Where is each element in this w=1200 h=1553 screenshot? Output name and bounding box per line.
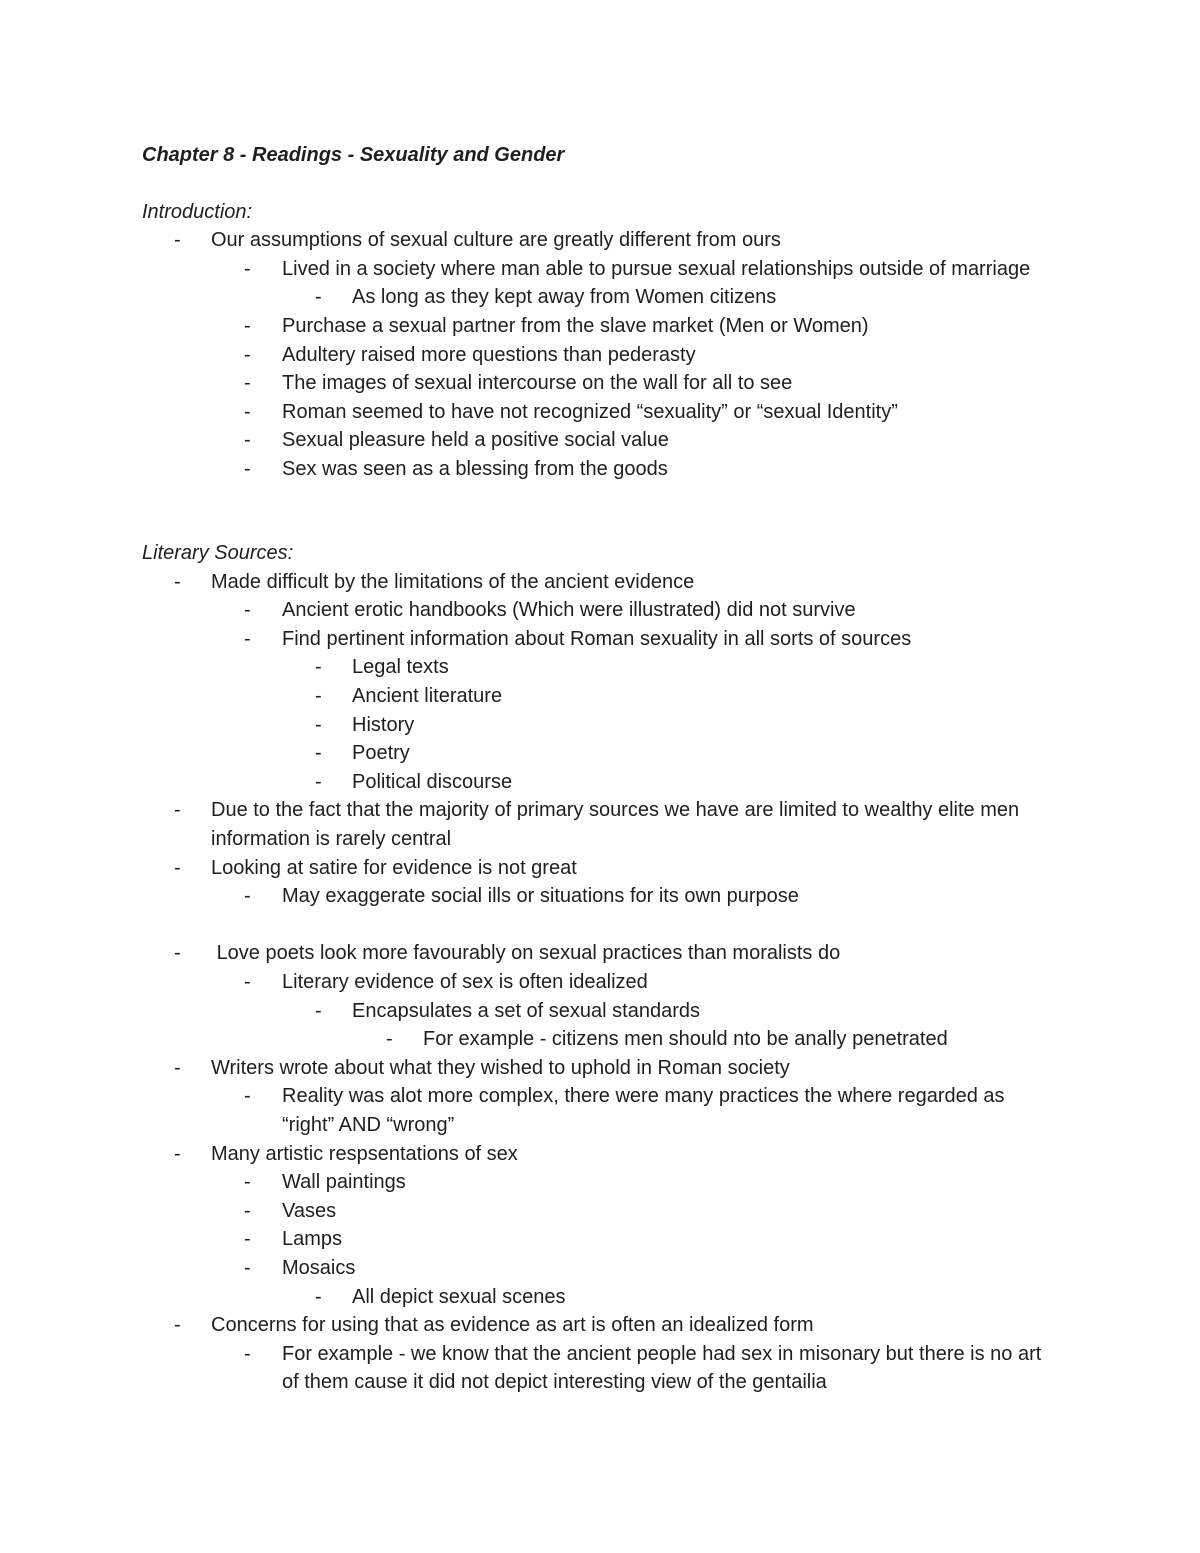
list-item bbox=[174, 1311, 1060, 1340]
section-heading: Introduction: bbox=[142, 200, 253, 223]
list-item bbox=[174, 568, 1060, 597]
bullet-dash: - bbox=[244, 971, 251, 993]
list-item-text: Political discourse bbox=[352, 770, 513, 793]
bullet-dash: - bbox=[174, 856, 181, 879]
list-item-text: Many artistic respsentations of sex bbox=[211, 1142, 518, 1165]
list-item-text: Sexual pleasure held a positive social value bbox=[282, 429, 669, 452]
list-item bbox=[244, 1168, 1060, 1197]
section-heading: Literary Sources: bbox=[142, 542, 294, 564]
bullet-dash: - bbox=[315, 742, 322, 765]
list-item-text: Lived in a society where man able to pursue sexual relationships outside of marriage bbox=[282, 257, 1031, 280]
list-item-text: Purchase a sexual partner from the slave market (Men or Women) bbox=[282, 314, 869, 337]
list-item-text: Adultery raised more questions than pederasty bbox=[282, 343, 696, 366]
list-item bbox=[244, 312, 1060, 341]
list-item bbox=[244, 1197, 1060, 1226]
list-item bbox=[174, 1140, 1060, 1169]
list-item-text: Writers wrote about what they wished to uphold in Roman society bbox=[211, 1056, 790, 1079]
list-item-text: The images of sexual intercourse on the wall for all to see bbox=[282, 372, 793, 395]
bullet-dash: - bbox=[244, 400, 251, 423]
bullet-dash: - bbox=[244, 343, 251, 366]
list-item-text: History bbox=[352, 713, 415, 736]
bullet-dash: - bbox=[244, 314, 251, 337]
list-item bbox=[244, 882, 1060, 911]
bullet-dash: - bbox=[174, 229, 181, 252]
list-item-text: Poetry bbox=[352, 742, 410, 765]
list-item bbox=[174, 854, 1060, 883]
list-item bbox=[244, 398, 1060, 427]
bullet-dash: - bbox=[174, 1056, 181, 1079]
list-item bbox=[315, 653, 1060, 682]
list-item bbox=[315, 711, 1060, 740]
list-item bbox=[244, 1225, 1060, 1254]
list-item bbox=[244, 1340, 1060, 1397]
bullet-dash: - bbox=[244, 1342, 251, 1365]
list-item bbox=[315, 283, 1060, 312]
bullet-dash: - bbox=[244, 599, 251, 622]
list-item-text: Sex was seen as a blessing from the goods bbox=[282, 457, 668, 480]
list-item-text: As long as they kept away from Women citizens bbox=[352, 286, 777, 309]
bullet-dash: - bbox=[315, 286, 322, 309]
bullet-dash: - bbox=[386, 1028, 393, 1051]
list-item-text: Lamps bbox=[282, 1228, 343, 1251]
list-item-text: Ancient literature bbox=[352, 685, 503, 707]
list-item-text: Literary evidence of sex is often idealized bbox=[282, 971, 648, 993]
list-item bbox=[315, 682, 1060, 711]
document-title: Chapter 8 - Readings - Sexuality and Gender bbox=[142, 144, 565, 166]
list-item bbox=[244, 1254, 1060, 1283]
bullet-dash: - bbox=[244, 372, 251, 395]
list-item bbox=[174, 1054, 1060, 1083]
bullet-dash: - bbox=[174, 570, 181, 593]
list-item bbox=[174, 226, 1060, 255]
list-item-text: Ancient erotic handbooks (Which were illustrated) did not survive bbox=[282, 599, 856, 622]
bullet-dash: - bbox=[244, 457, 251, 480]
bullet-dash: - bbox=[315, 770, 322, 793]
list-item-text: Wall paintings bbox=[282, 1171, 406, 1194]
list-item bbox=[244, 341, 1060, 370]
bullet-dash: - bbox=[174, 799, 181, 822]
list-item bbox=[244, 369, 1060, 398]
bullet-dash: - bbox=[244, 1199, 251, 1222]
list-item-text: Legal texts bbox=[352, 656, 449, 679]
list-item bbox=[315, 1283, 1060, 1312]
list-item-text: Love poets look more favourably on sexual practices than moralists do bbox=[211, 942, 841, 965]
list-item-text: Roman seemed to have not recognized “sexuality” or “sexual Identity” bbox=[282, 400, 898, 423]
list-item-text: Reality was alot more complex, there were many practices the where regarded as “right” AND “wrong” bbox=[282, 1085, 1005, 1136]
bullet-dash: - bbox=[315, 685, 322, 707]
list-item bbox=[174, 939, 1060, 968]
list-item bbox=[315, 739, 1060, 768]
bullet-dash: - bbox=[244, 429, 251, 452]
list-item bbox=[244, 968, 1060, 997]
list-item bbox=[244, 625, 1060, 654]
list-item bbox=[315, 997, 1060, 1026]
bullet-dash: - bbox=[174, 1142, 181, 1165]
list-item-text: Made difficult by the limitations of the ancient evidence bbox=[211, 570, 695, 593]
list-item-text: Our assumptions of sexual culture are greatly different from ours bbox=[211, 229, 781, 252]
list-item bbox=[244, 426, 1060, 455]
bullet-dash: - bbox=[244, 1171, 251, 1194]
bullet-dash: - bbox=[244, 627, 251, 650]
list-item-text: Find pertinent information about Roman sexuality in all sorts of sources bbox=[282, 627, 912, 650]
list-item-text: Mosaics bbox=[282, 1257, 356, 1279]
list-item-text: Concerns for using that as evidence as art is often an idealized form bbox=[211, 1314, 814, 1337]
list-item-text: May exaggerate social ills or situations for its own purpose bbox=[282, 885, 799, 908]
bullet-dash: - bbox=[244, 1257, 251, 1279]
list-item-text: For example - we know that the ancient people had sex in misonary but there is no art of them cause it did not depict interesting view of the gentailia bbox=[282, 1342, 1042, 1394]
bullet-dash: - bbox=[315, 656, 322, 679]
list-item-text: Due to the fact that the majority of primary sources we have are limited to wealthy elite men information is rarely central bbox=[211, 799, 1020, 850]
list-item bbox=[244, 596, 1060, 625]
bullet-dash: - bbox=[244, 1085, 251, 1108]
bullet-dash: - bbox=[244, 257, 251, 280]
list-item-text: All depict sexual scenes bbox=[352, 1285, 566, 1308]
list-item-text: Encapsulates a set of sexual standards bbox=[352, 999, 700, 1022]
bullet-dash: - bbox=[315, 1285, 322, 1308]
list-item-text: For example - citizens men should nto be anally penetrated bbox=[423, 1028, 948, 1051]
list-item bbox=[244, 255, 1060, 284]
list-item bbox=[244, 455, 1060, 484]
list-item bbox=[174, 796, 1060, 853]
bullet-dash: - bbox=[174, 942, 181, 965]
list-item bbox=[386, 1025, 1060, 1054]
list-item bbox=[244, 1082, 1060, 1139]
list-item bbox=[315, 768, 1060, 797]
bullet-dash: - bbox=[174, 1314, 181, 1337]
bullet-dash: - bbox=[315, 713, 322, 736]
bullet-dash: - bbox=[315, 999, 322, 1022]
bullet-dash: - bbox=[244, 1228, 251, 1251]
list-item-text: Looking at satire for evidence is not great bbox=[211, 856, 577, 879]
list-item-text: Vases bbox=[282, 1199, 337, 1222]
bullet-dash: - bbox=[244, 885, 251, 908]
